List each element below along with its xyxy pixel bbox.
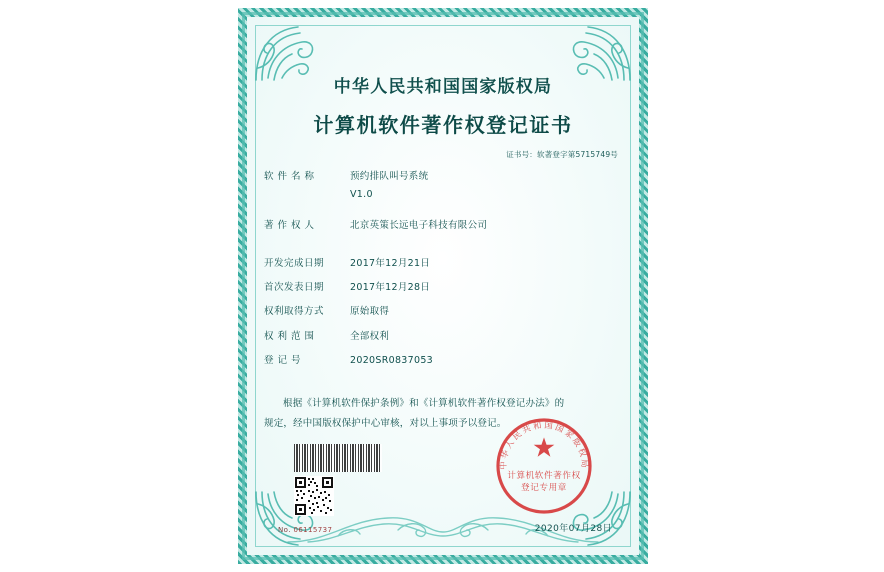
svg-text:中华人民共和国国家版权局: 中华人民共和国国家版权局 [497, 419, 591, 470]
field-label: 著 作 权 人 [264, 219, 315, 231]
certificate-title: 计算机软件著作权登记证书 [313, 113, 573, 137]
field-label: 登 记 号 [264, 354, 302, 366]
field-row-copyright-owner [264, 219, 622, 233]
field-value: 预约排队叫号系统 [350, 171, 429, 182]
field-row-acquisition-method [264, 305, 622, 319]
legal-clause-line2: 规定，经中国版权保护中心审核，对以上事项予以登记。 [264, 417, 507, 429]
field-value: 北京英策长远电子科技有限公司 [350, 219, 488, 231]
qr-code [294, 476, 334, 516]
field-label: 权利取得方式 [264, 306, 325, 318]
field-value: 2017年12月21日 [350, 257, 431, 269]
svg-text:计算机软件著作权: 计算机软件著作权 [507, 471, 581, 481]
issue-date: 2020年07月28日 [534, 524, 612, 534]
field-row-software-version [264, 188, 622, 202]
serial-value: 06115737 [293, 526, 333, 534]
certificate-number: 证书号：软著登字第5715749号 [506, 150, 618, 159]
field-row-development-date [264, 257, 622, 271]
field-value: 原始取得 [350, 306, 390, 318]
legal-clause [264, 394, 622, 434]
field-label: 权 利 范 围 [264, 330, 315, 342]
svg-text:登记专用章: 登记专用章 [521, 483, 567, 493]
serial-prefix: No. [278, 526, 291, 534]
certificate-sheet [238, 8, 648, 564]
field-row-software-name [264, 170, 622, 184]
field-label: 软 件 名 称 [264, 171, 315, 182]
field-list [264, 170, 622, 368]
field-value: 2017年12月28日 [350, 282, 431, 293]
field-label: 首次发表日期 [264, 282, 325, 293]
field-row-rights-scope [264, 330, 622, 344]
field-row-first-publish-date [264, 281, 622, 295]
field-label: 开发完成日期 [264, 257, 325, 269]
field-row-registration-number [264, 354, 622, 368]
barcode [294, 444, 382, 472]
field-value: 全部权利 [350, 330, 390, 342]
legal-clause-line1: 根据《计算机软件保护条例》和《计算机软件著作权登记办法》的 [283, 398, 565, 409]
issuer-name: 中华人民共和国国家版权局 [333, 77, 553, 97]
field-spacer [264, 233, 622, 247]
field-value-version: V1.0 [350, 189, 373, 201]
field-value: 2020SR0837053 [350, 354, 434, 366]
serial-number [278, 526, 332, 534]
